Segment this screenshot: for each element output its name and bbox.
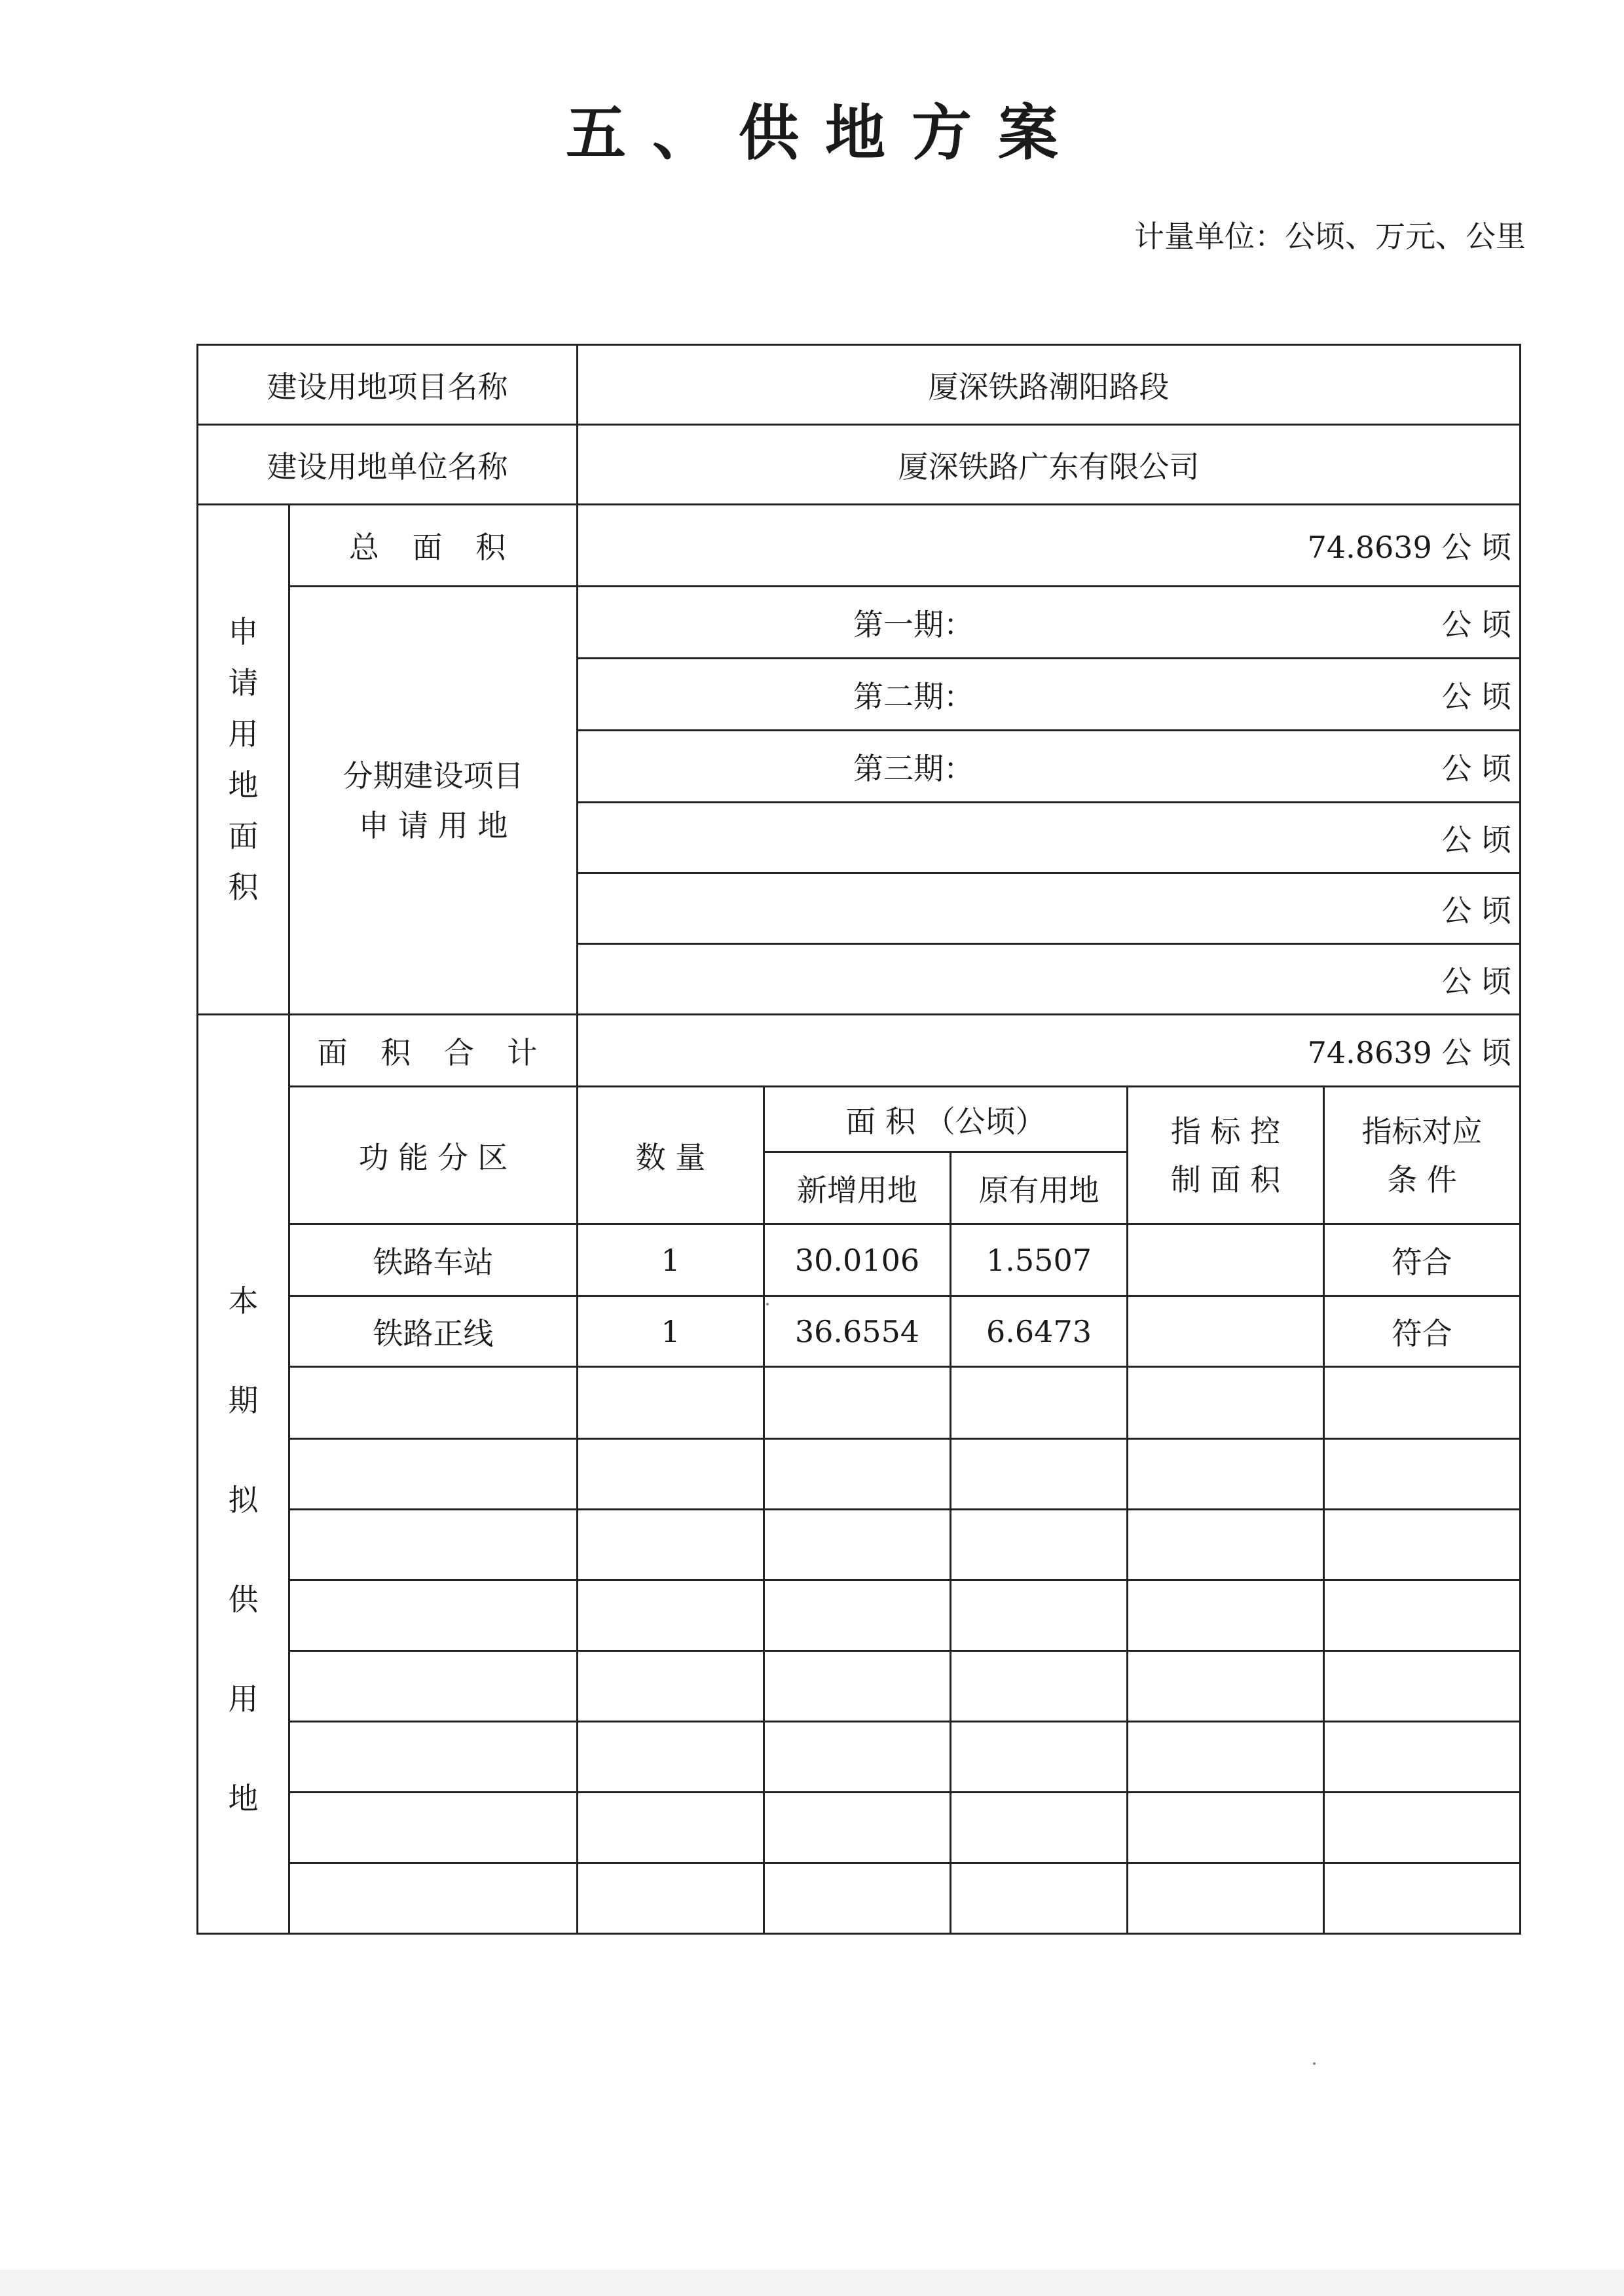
phase-row-1 bbox=[578, 587, 1521, 659]
cell-new-land bbox=[764, 1439, 951, 1510]
cell-qty bbox=[578, 1439, 764, 1510]
supply-group-label bbox=[198, 1015, 289, 1934]
cell-new-land: 30.0106 bbox=[764, 1224, 951, 1296]
cell-conform bbox=[1324, 1510, 1521, 1580]
cell-new-land: 36.6554 bbox=[764, 1296, 951, 1367]
scan-bottom-edge bbox=[0, 2270, 1624, 2296]
area-sum-label: 面 积 合 计 bbox=[289, 1015, 578, 1087]
apply-area-group-text: 申请用地面积 bbox=[228, 614, 259, 905]
cell-zone bbox=[289, 1367, 578, 1439]
cell-zone bbox=[289, 1651, 578, 1722]
total-area-label: 总 面 积 bbox=[289, 505, 578, 587]
table-row bbox=[198, 1439, 1521, 1510]
cell-conform bbox=[1324, 1439, 1521, 1510]
phase-label: 第一期： bbox=[853, 606, 974, 642]
phased-label bbox=[289, 587, 578, 1015]
cell-indicator bbox=[1128, 1367, 1324, 1439]
cell-qty: 1 bbox=[578, 1224, 764, 1296]
cell-zone bbox=[289, 1793, 578, 1863]
table-row bbox=[198, 1863, 1521, 1934]
scan-speck bbox=[766, 1303, 769, 1305]
phase-label: 第三期： bbox=[853, 750, 974, 786]
cell-new-land bbox=[764, 1510, 951, 1580]
phase-unit: 公 顷 bbox=[1441, 606, 1512, 642]
table-row bbox=[198, 1580, 1521, 1651]
table-row bbox=[198, 1651, 1521, 1722]
col-indicator-line2: 制 面 积 bbox=[1170, 1161, 1281, 1197]
cell-existing-land bbox=[951, 1722, 1128, 1793]
cell-existing-land bbox=[951, 1863, 1128, 1934]
cell-zone bbox=[289, 1510, 578, 1580]
table-row bbox=[198, 1722, 1521, 1793]
supply-group-text: 本期拟供用地 bbox=[228, 1283, 259, 1816]
phase-row-2 bbox=[578, 659, 1521, 731]
cell-qty bbox=[578, 1793, 764, 1863]
cell-conform: 符合 bbox=[1324, 1296, 1521, 1367]
cell-existing-land bbox=[951, 1793, 1128, 1863]
cell-conform bbox=[1324, 1367, 1521, 1439]
project-name-value: 厦深铁路潮阳路段 bbox=[578, 345, 1521, 425]
unit-note: 计量单位：公顷、万元、公里 bbox=[1134, 219, 1526, 254]
cell-indicator bbox=[1128, 1793, 1324, 1863]
table-row bbox=[198, 1793, 1521, 1863]
cell-conform bbox=[1324, 1651, 1521, 1722]
table-row bbox=[198, 1224, 1521, 1296]
col-qty-header: 数 量 bbox=[578, 1087, 764, 1224]
cell-qty bbox=[578, 1367, 764, 1439]
cell-new-land bbox=[764, 1580, 951, 1651]
phase-unit: 公 顷 bbox=[1441, 963, 1512, 999]
document-title: 五、供地方案 bbox=[565, 98, 1084, 168]
cell-new-land bbox=[764, 1651, 951, 1722]
table-row bbox=[198, 1510, 1521, 1580]
col-conform-header bbox=[1324, 1087, 1521, 1224]
project-name-label: 建设用地项目名称 bbox=[198, 345, 578, 425]
cell-qty bbox=[578, 1722, 764, 1793]
cell-zone bbox=[289, 1439, 578, 1510]
phase-label: 第二期： bbox=[853, 678, 974, 714]
cell-conform bbox=[1324, 1580, 1521, 1651]
col-conform-line2: 条 件 bbox=[1387, 1161, 1457, 1197]
phase-unit: 公 顷 bbox=[1441, 678, 1512, 714]
cell-existing-land: 1.5507 bbox=[951, 1224, 1128, 1296]
cell-existing-land: 6.6473 bbox=[951, 1296, 1128, 1367]
cell-zone bbox=[289, 1863, 578, 1934]
cell-zone bbox=[289, 1580, 578, 1651]
phase-row-4 bbox=[578, 803, 1521, 873]
cell-existing-land bbox=[951, 1367, 1128, 1439]
cell-qty bbox=[578, 1651, 764, 1722]
cell-conform bbox=[1324, 1863, 1521, 1934]
cell-indicator bbox=[1128, 1651, 1324, 1722]
cell-indicator bbox=[1128, 1580, 1324, 1651]
cell-indicator bbox=[1128, 1224, 1324, 1296]
cell-indicator bbox=[1128, 1510, 1324, 1580]
table-row bbox=[198, 1296, 1521, 1367]
cell-existing-land bbox=[951, 1580, 1128, 1651]
cell-indicator bbox=[1128, 1722, 1324, 1793]
col-zone-header: 功 能 分 区 bbox=[289, 1087, 578, 1224]
cell-new-land bbox=[764, 1863, 951, 1934]
cell-new-land bbox=[764, 1793, 951, 1863]
cell-indicator bbox=[1128, 1439, 1324, 1510]
total-area-value: 74.8639 公 顷 bbox=[578, 505, 1521, 587]
cell-new-land bbox=[764, 1367, 951, 1439]
phase-unit: 公 顷 bbox=[1441, 892, 1512, 928]
cell-qty bbox=[578, 1863, 764, 1934]
unit-name-label: 建设用地单位名称 bbox=[198, 425, 578, 505]
land-supply-form bbox=[196, 344, 1521, 1935]
col-conform-line1: 指标对应 bbox=[1361, 1113, 1483, 1149]
cell-indicator bbox=[1128, 1863, 1324, 1934]
col-existing-land-header: 原有用地 bbox=[951, 1152, 1128, 1224]
col-area-group-header: 面 积 （公顷） bbox=[764, 1087, 1128, 1152]
cell-qty bbox=[578, 1580, 764, 1651]
cell-zone: 铁路正线 bbox=[289, 1296, 578, 1367]
phased-label-line2: 申 请 用 地 bbox=[358, 807, 508, 843]
cell-existing-land bbox=[951, 1439, 1128, 1510]
cell-indicator bbox=[1128, 1296, 1324, 1367]
phase-unit: 公 顷 bbox=[1441, 822, 1512, 858]
apply-area-group-label bbox=[198, 505, 289, 1015]
phase-unit: 公 顷 bbox=[1441, 750, 1512, 786]
phase-row-6 bbox=[578, 944, 1521, 1015]
cell-existing-land bbox=[951, 1651, 1128, 1722]
phase-row-3 bbox=[578, 731, 1521, 803]
col-indicator-line1: 指 标 控 bbox=[1170, 1113, 1281, 1149]
col-indicator-header bbox=[1128, 1087, 1324, 1224]
cell-zone bbox=[289, 1722, 578, 1793]
cell-conform bbox=[1324, 1722, 1521, 1793]
scan-speck bbox=[1313, 2062, 1316, 2065]
cell-new-land bbox=[764, 1722, 951, 1793]
cell-zone: 铁路车站 bbox=[289, 1224, 578, 1296]
cell-qty bbox=[578, 1510, 764, 1580]
col-new-land-header: 新增用地 bbox=[764, 1152, 951, 1224]
cell-existing-land bbox=[951, 1510, 1128, 1580]
phased-label-line1: 分期建设项目 bbox=[342, 757, 524, 793]
unit-name-value: 厦深铁路广东有限公司 bbox=[578, 425, 1521, 505]
phase-row-5 bbox=[578, 873, 1521, 944]
cell-conform bbox=[1324, 1793, 1521, 1863]
cell-qty: 1 bbox=[578, 1296, 764, 1367]
cell-conform: 符合 bbox=[1324, 1224, 1521, 1296]
area-sum-value: 74.8639 公 顷 bbox=[578, 1015, 1521, 1087]
table-row bbox=[198, 1367, 1521, 1439]
